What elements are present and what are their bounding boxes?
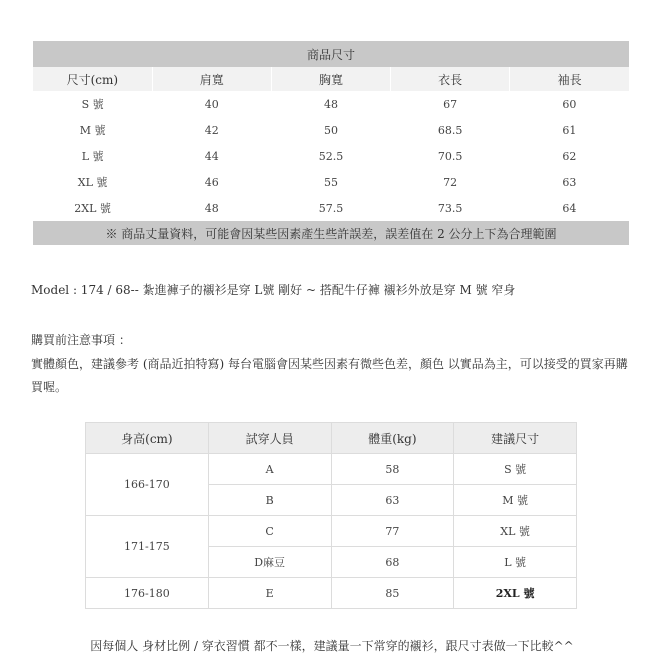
column-header: 胸寬 — [271, 67, 390, 91]
measurement-note: ※ 商品丈量資料，可能會因某些因素產生些許誤差，誤差值在 2 公分上下為合理範圍 — [33, 221, 629, 245]
chest-cell: 55 — [323, 175, 338, 189]
suggested-size-cell: XL 號 — [454, 516, 577, 547]
table-row — [33, 143, 629, 169]
column-header: 衣長 — [391, 67, 510, 91]
suggested-size-cell: S 號 — [454, 454, 577, 485]
length-cell: 67 — [443, 97, 458, 111]
table-row — [33, 195, 629, 221]
tester-cell: C — [208, 516, 331, 547]
tester-cell: A — [208, 454, 331, 485]
height-range-cell: 166-170 — [86, 454, 209, 516]
size-chart-note-row — [33, 221, 629, 245]
size-chart-title-row — [33, 41, 629, 67]
chest-cell: 57.5 — [318, 201, 344, 215]
chest-cell: 48 — [323, 97, 338, 111]
size-cell: XL 號 — [77, 176, 108, 189]
size-cell: S 號 — [81, 98, 104, 111]
model-info: Model : 174 / 68-- 紮進褲子的襯衫是穿 L號 剛好 ~ 搭配牛仔褲 襯衫外放是穿 M 號 窄身 — [31, 283, 516, 297]
column-header: 身高(cm) — [86, 423, 209, 454]
table-row — [86, 516, 577, 547]
tester-cell: B — [208, 485, 331, 516]
tester-cell: E — [208, 578, 331, 609]
sleeve-cell: 63 — [562, 175, 577, 189]
notice-body: 實體顏色，建議參考 (商品近拍特寫) 每台電腦會因某些因素有微些色差，顏色 以實品為主，可以接受的買家再購買喔。 — [31, 357, 628, 394]
size-cell: 2XL 號 — [74, 202, 111, 215]
size-cell: L 號 — [81, 150, 104, 163]
column-header: 尺寸(cm) — [33, 67, 152, 91]
chest-cell: 52.5 — [318, 149, 344, 163]
size-chart-header-row — [33, 67, 629, 91]
shoulder-cell: 48 — [204, 201, 219, 215]
weight-cell: 63 — [331, 485, 454, 516]
table-row — [33, 91, 629, 117]
weight-cell: 77 — [331, 516, 454, 547]
length-cell: 68.5 — [437, 123, 463, 137]
table-row — [33, 169, 629, 195]
notice-title: 購買前注意事項 ： — [31, 333, 131, 347]
sleeve-cell: 64 — [562, 201, 577, 215]
shoulder-cell: 44 — [204, 149, 219, 163]
tester-cell: D麻豆 — [208, 547, 331, 578]
footer-note: 因每個人 身材比例 / 穿衣習慣 都不一樣，建議量一下常穿的襯衫，跟尺寸表做一下比較^^ — [90, 639, 574, 653]
height-range-cell: 171-175 — [86, 516, 209, 578]
height-range-cell: 176-180 — [86, 578, 209, 609]
sleeve-cell: 62 — [562, 149, 577, 163]
size-chart-table — [33, 41, 629, 245]
suggested-size-cell: M 號 — [454, 485, 577, 516]
column-header: 建議尺寸 — [454, 423, 577, 454]
table-row — [86, 454, 577, 485]
shoulder-cell: 46 — [204, 175, 219, 189]
shoulder-cell: 40 — [204, 97, 219, 111]
weight-cell: 85 — [331, 578, 454, 609]
column-header: 體重(kg) — [331, 423, 454, 454]
column-header: 肩寬 — [152, 67, 271, 91]
length-cell: 72 — [443, 175, 458, 189]
weight-cell: 58 — [331, 454, 454, 485]
table-row — [33, 117, 629, 143]
suggested-size-cell: 2XL 號 — [454, 578, 577, 609]
suggested-size-cell: L 號 — [454, 547, 577, 578]
size-chart-title: 商品尺寸 — [33, 41, 629, 67]
sleeve-cell: 61 — [562, 123, 577, 137]
shoulder-cell: 42 — [204, 123, 219, 137]
chest-cell: 50 — [323, 123, 338, 137]
try-on-table — [85, 422, 577, 609]
length-cell: 73.5 — [437, 201, 463, 215]
length-cell: 70.5 — [437, 149, 463, 163]
size-cell: M 號 — [79, 124, 106, 137]
try-on-header-row — [86, 423, 577, 454]
sleeve-cell: 60 — [562, 97, 577, 111]
weight-cell: 68 — [331, 547, 454, 578]
column-header: 試穿人員 — [208, 423, 331, 454]
column-header: 袖長 — [510, 67, 629, 91]
table-row — [86, 578, 577, 609]
